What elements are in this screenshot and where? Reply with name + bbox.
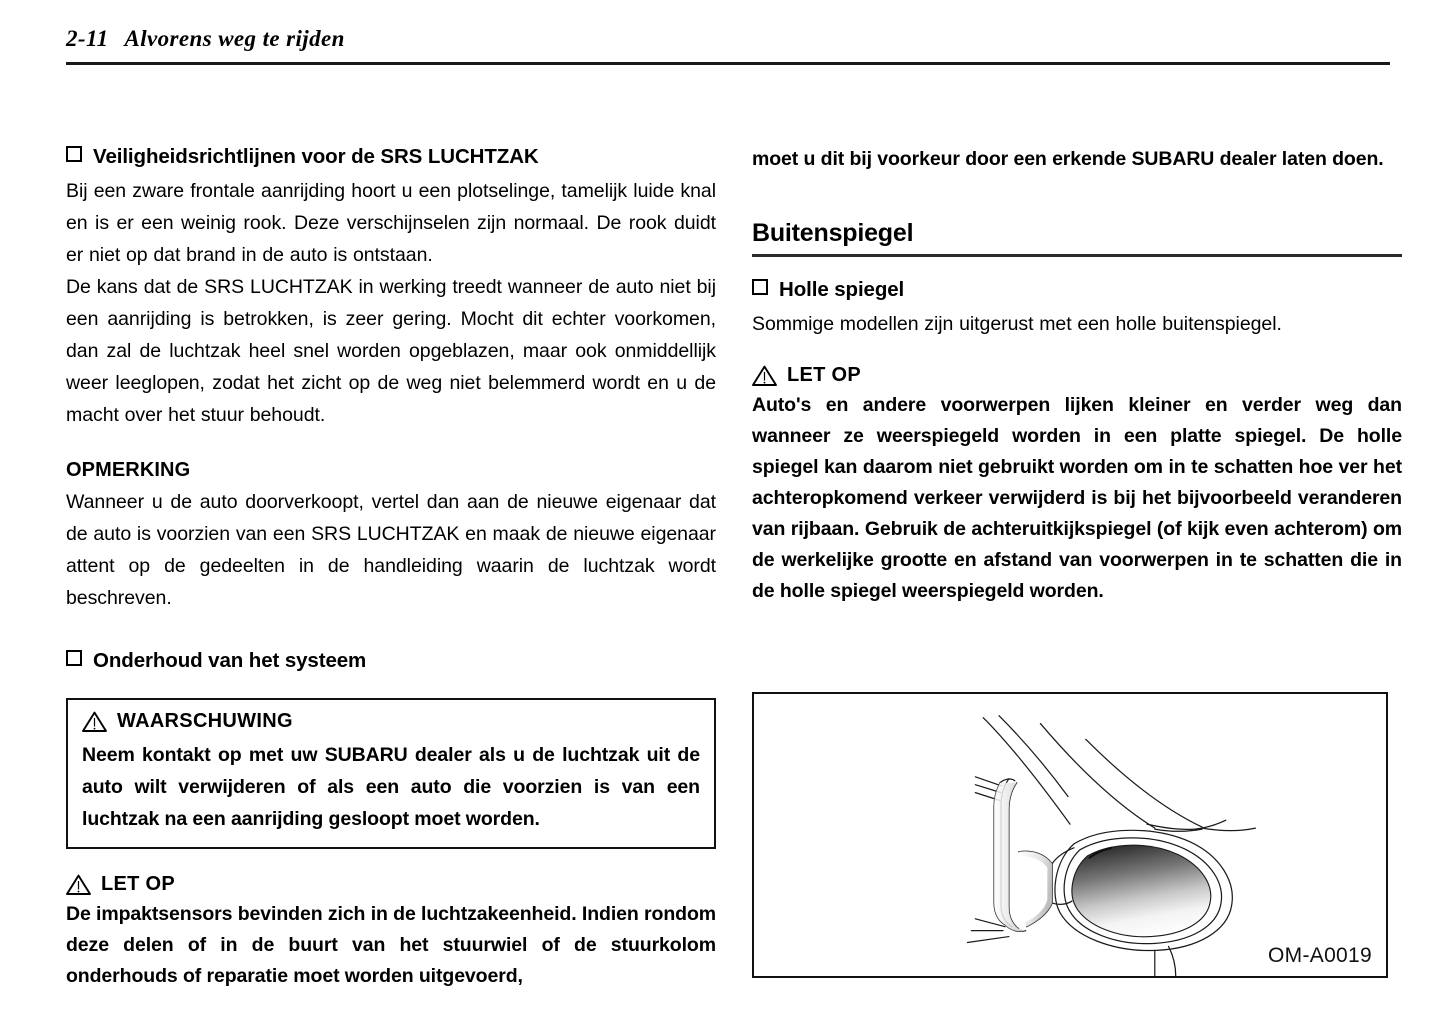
section-title-buitenspiegel: Buitenspiegel <box>752 219 914 247</box>
header-divider <box>66 62 1390 65</box>
remark-paragraph: Wanneer u de auto doorverkoopt, vertel dan aan de nieuwe eigenaar dat de auto is voorzien van een SRS LUCHTZAK en maak de nieuwe eigenaar attent op de gedeelten in de handleiding waarin de luchtzak wordt beschreven. <box>66 490 716 609</box>
remark-heading: OPMERKING <box>66 458 191 481</box>
page-number: 2-11 <box>66 26 109 51</box>
square-bullet-icon <box>66 650 82 666</box>
caution-header-right <box>752 364 1402 387</box>
airbag-guidelines-paragraph-2: De kans dat de SRS LUCHTZAK in werking treedt wanneer de auto niet bij een aanrijding is betrokken, is zeer gering. Mocht dit echter voorkomen, dan zal de luchtzak heel snel worden opgeblazen, maar ook onmiddellijk weer leeglopen, zodat het zicht op de weg niet belemmerd wordt en u de macht over het stuur behoudt. <box>66 275 716 426</box>
warning-box-header <box>82 710 700 733</box>
concave-mirror-heading <box>752 277 1402 303</box>
spacer <box>66 431 716 459</box>
square-bullet-icon <box>752 279 768 295</box>
spacer <box>66 678 716 698</box>
maintenance-heading <box>66 648 716 674</box>
spacer <box>66 849 716 873</box>
right-column <box>752 144 1402 607</box>
square-bullet-icon <box>66 146 82 162</box>
airbag-guidelines-heading-label: Veiligheidsrichtlijnen voor de SRS LUCHTZAK <box>93 145 539 168</box>
spacer <box>752 175 1402 219</box>
caution-text-continuation: moet u dit bij voorkeur door een erkende SUBARU dealer laten doen. <box>752 148 1384 170</box>
chapter-title: Alvorens weg te rijden <box>124 26 345 51</box>
header-text <box>66 26 1390 52</box>
warning-box-text: Neem kontakt op met uw SUBARU dealer als u de luchtzak uit de auto wilt verwijderen of als een auto die voorzien is van een luchtzak na een aanrijding gesloopt moet worden. <box>82 744 700 831</box>
figure-caption: OM-A0019 <box>1268 944 1372 967</box>
maintenance-heading-label: Onderhoud van het systeem <box>93 648 367 672</box>
concave-mirror-paragraph: Sommige modellen zijn uitgerust met een holle buitenspiegel. <box>752 312 1282 335</box>
warning-triangle-icon <box>66 874 91 895</box>
exterior-mirror-illustration <box>754 694 1386 976</box>
page-header <box>66 26 1390 52</box>
caution-text-right: Auto's en andere voorwerpen lijken kleiner en verder weg dan wanneer ze weerspiegeld worden in een platte spiegel. De holle spiegel kan daarom niet gebruikt worden om in te schatten hoe ver het achteropkomend verkeer verwijderd is bij het bijvoorbeeld veranderen van rijbaan. Gebruik de achteruitkijkspiegel (of kijk even achterom) om de werkelijke grootte en afstand van voorwerpen in te schatten die in de holle spiegel weerspiegeld worden. <box>752 393 1402 602</box>
spacer <box>66 614 716 648</box>
caution-text-left: De impaktsensors bevinden zich in de luchtzakeenheid. Indien rondom deze delen of in de buurt van het stuurwiel of de stuurkolom onderhouds of reparatie moet worden uitgevoerd, <box>66 903 716 988</box>
spacer <box>752 257 1402 277</box>
caution-label-left: LET OP <box>101 873 176 896</box>
left-column <box>66 144 716 992</box>
spacer <box>752 340 1402 364</box>
warning-triangle-icon <box>752 365 777 386</box>
warning-box <box>66 698 716 849</box>
concave-mirror-heading-label: Holle spiegel <box>779 278 905 301</box>
warning-box-label: WAARSCHUWING <box>117 710 293 733</box>
caution-header-left <box>66 873 716 896</box>
warning-triangle-icon <box>82 711 107 732</box>
airbag-guidelines-heading <box>66 144 716 170</box>
caution-label-right: LET OP <box>787 363 862 386</box>
figure-box <box>752 692 1388 978</box>
airbag-guidelines-paragraph-1: Bij een zware frontale aanrijding hoort u een plotselinge, tamelijk luide knal en is er een weinig rook. Deze verschijnselen zijn normaal. De rook duidt er niet op dat brand in de auto is ontstaan. <box>66 179 716 266</box>
